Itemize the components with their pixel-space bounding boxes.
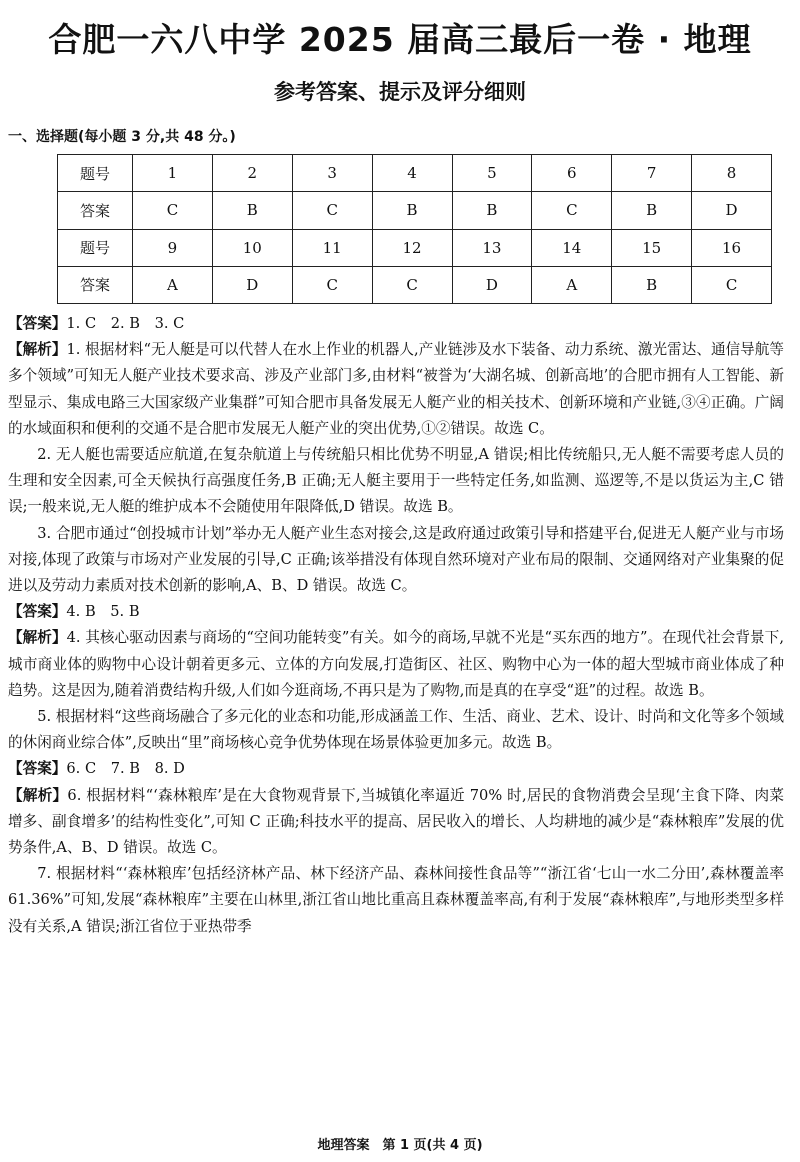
labeled-paragraph [8, 756, 784, 782]
paragraph-text: 1. 根据材料“无人艇是可以代替人在水上作业的机器人,产业链涉及水下装备、动力系统、激光雷达、通信导航等多个领域”可知无人艇产业技术要求高、涉及产业部门多,由材料“被誉为‘大湖名城、创新高地’的合肥市拥有人工智能、新型显示、集成电路三大国家级产业集群”可知合肥市具备发展无人艇产业的相关技术、创新环境和产业链,③④正确。广阔的水域面积和便利的交通不是合肥市发展无人艇产业的突出优势,①②错误。故选 C。 [8, 341, 784, 437]
explanation-body [8, 311, 784, 940]
table-cell: 6 [532, 155, 612, 192]
paragraph-text: 2. 无人艇也需要适应航道,在复杂航道上与传统船只相比优势不明显,A 错误;相比传统船只,无人艇不需要考虑人员的生理和安全因素,可全天候执行高强度任务,B 正确;无人艇主要用于一些特定任务,如监测、巡逻等,不是以货运为主,C 错误;一般来说,无人艇的维护成本不会随使用年限降低,D 错误。故选 B。 [8, 446, 784, 516]
table-cell: D [692, 192, 772, 229]
paragraph-label: 【解析】 [8, 786, 68, 804]
table-cell: 9 [133, 229, 213, 266]
table-cell: 13 [452, 229, 532, 266]
labeled-paragraph [8, 337, 784, 442]
table-cell: C [292, 192, 372, 229]
table-cell: 1 [133, 155, 213, 192]
answer-table [57, 154, 772, 304]
paragraph-text: 3. 合肥市通过“创投城市计划”举办无人艇产业生态对接会,这是政府通过政策引导和搭建平台,促进无人艇产业与市场对接,体现了政策与市场对产业发展的引导,C 正确;该举措没有体现自然环境对产业布局的限制、交通网络对产业集聚的促进以及劳动力素质对技术创新的影响,A、B、D 错误。故选 C。 [8, 524, 784, 595]
table-row [58, 155, 772, 192]
table-cell: 8 [692, 155, 772, 192]
indented-paragraph [8, 442, 784, 521]
paragraph-text: 7. 根据材料“‘森林粮库’包括经济林产品、林下经济产品、森林间接性食品等”“浙江省‘七山一水二分田’,森林覆盖率 61.36%”可知,发展“森林粮库”主要在山林里,浙江省山地比重高且森林覆盖率高,有利于发展“森林粮库”,与地形类型多样没有关系,A 错误;浙江省位于亚热带季 [8, 865, 784, 935]
table-row [58, 229, 772, 266]
paragraph-label: 【解析】 [8, 341, 67, 359]
table-cell: B [612, 266, 692, 303]
table-cell: 11 [292, 229, 372, 266]
table-cell: 12 [372, 229, 452, 266]
table-row [58, 192, 772, 229]
paragraph-text: 6. 根据材料“‘森林粮库’是在大食物观背景下,当城镇化率逼近 70% 时,居民的食物消费会呈现‘主食下降、肉菜增多、副食增多’的结构性变化”,可知 C 正确;科技水平的提高、居民收入的增长、人均耕地的减少是“森林粮库”发展的优势条件,A、B、D 错误。故选 C。 [8, 786, 784, 857]
labeled-paragraph [8, 599, 784, 625]
page-title: 合肥一六八中学 2025 届高三最后一卷 · 地理 [48, 20, 752, 59]
table-cell: C [292, 266, 372, 303]
table-row [58, 266, 772, 303]
table-cell: A [133, 266, 213, 303]
table-cell: B [212, 192, 292, 229]
labeled-paragraph [8, 625, 784, 704]
table-cell: 5 [452, 155, 532, 192]
table-cell: 15 [612, 229, 692, 266]
paragraph-text: 5. 根据材料“这些商场融合了多元化的业态和功能,形成涵盖工作、生活、商业、艺术、设计、时尚和文化等多个领域的休闲商业综合体”,反映出“里”商场核心竞争优势体现在场景体验更加多元。故选 B。 [8, 708, 784, 752]
table-cell: 4 [372, 155, 452, 192]
page-subtitle: 参考答案、提示及评分细则 [274, 80, 526, 104]
labeled-paragraph [8, 311, 784, 337]
table-cell: C [372, 266, 452, 303]
table-cell: 3 [292, 155, 372, 192]
indented-paragraph [8, 861, 784, 940]
paragraph-label: 【答案】 [8, 315, 67, 332]
paragraph-text: 4. B 5. B [66, 603, 140, 621]
paragraph-text: 4. 其核心驱动因素与商场的“空间功能转变”有关。如今的商场,早就不光是“买东西的地方”。在现代社会背景下,城市商业体的购物中心设计朝着更多元、立体的方向发展,打造街区、社区、购物中心为一体的超大型城市商业体成了种趋势。这是因为,随着消费结构升级,人们如今逛商场,不再只是为了购物,而是真的在享受“逛”的过程。故选 B。 [8, 629, 784, 699]
indented-paragraph [8, 521, 784, 600]
table-cell: B [612, 192, 692, 229]
table-cell: B [452, 192, 532, 229]
paragraph-label: 【答案】 [8, 603, 67, 621]
section-heading: 一、选择题(每小题 3 分,共 48 分。) [8, 129, 236, 145]
row-header-cell: 题号 [58, 155, 133, 192]
labeled-paragraph [8, 783, 784, 862]
row-header-cell: 答案 [58, 266, 133, 303]
paragraph-label: 【答案】 [8, 760, 67, 778]
table-cell: 14 [532, 229, 612, 266]
indented-paragraph [8, 704, 784, 756]
table-cell: C [532, 192, 612, 229]
table-cell: D [212, 266, 292, 303]
table-cell: D [452, 266, 532, 303]
table-cell: C [133, 192, 213, 229]
table-cell: 16 [692, 229, 772, 266]
table-cell: B [372, 192, 452, 229]
paragraph-text: 1. C 2. B 3. C [66, 315, 185, 332]
table-cell: A [532, 266, 612, 303]
table-cell: C [692, 266, 772, 303]
table-cell: 7 [612, 155, 692, 192]
page-footer: 地理答案 第 1 页(共 4 页) [317, 1138, 483, 1153]
paragraph-label: 【解析】 [8, 629, 67, 647]
row-header-cell: 题号 [58, 229, 133, 266]
row-header-cell: 答案 [58, 192, 133, 229]
paragraph-text: 6. C 7. B 8. D [66, 760, 185, 778]
table-cell: 10 [212, 229, 292, 266]
table-cell: 2 [212, 155, 292, 192]
